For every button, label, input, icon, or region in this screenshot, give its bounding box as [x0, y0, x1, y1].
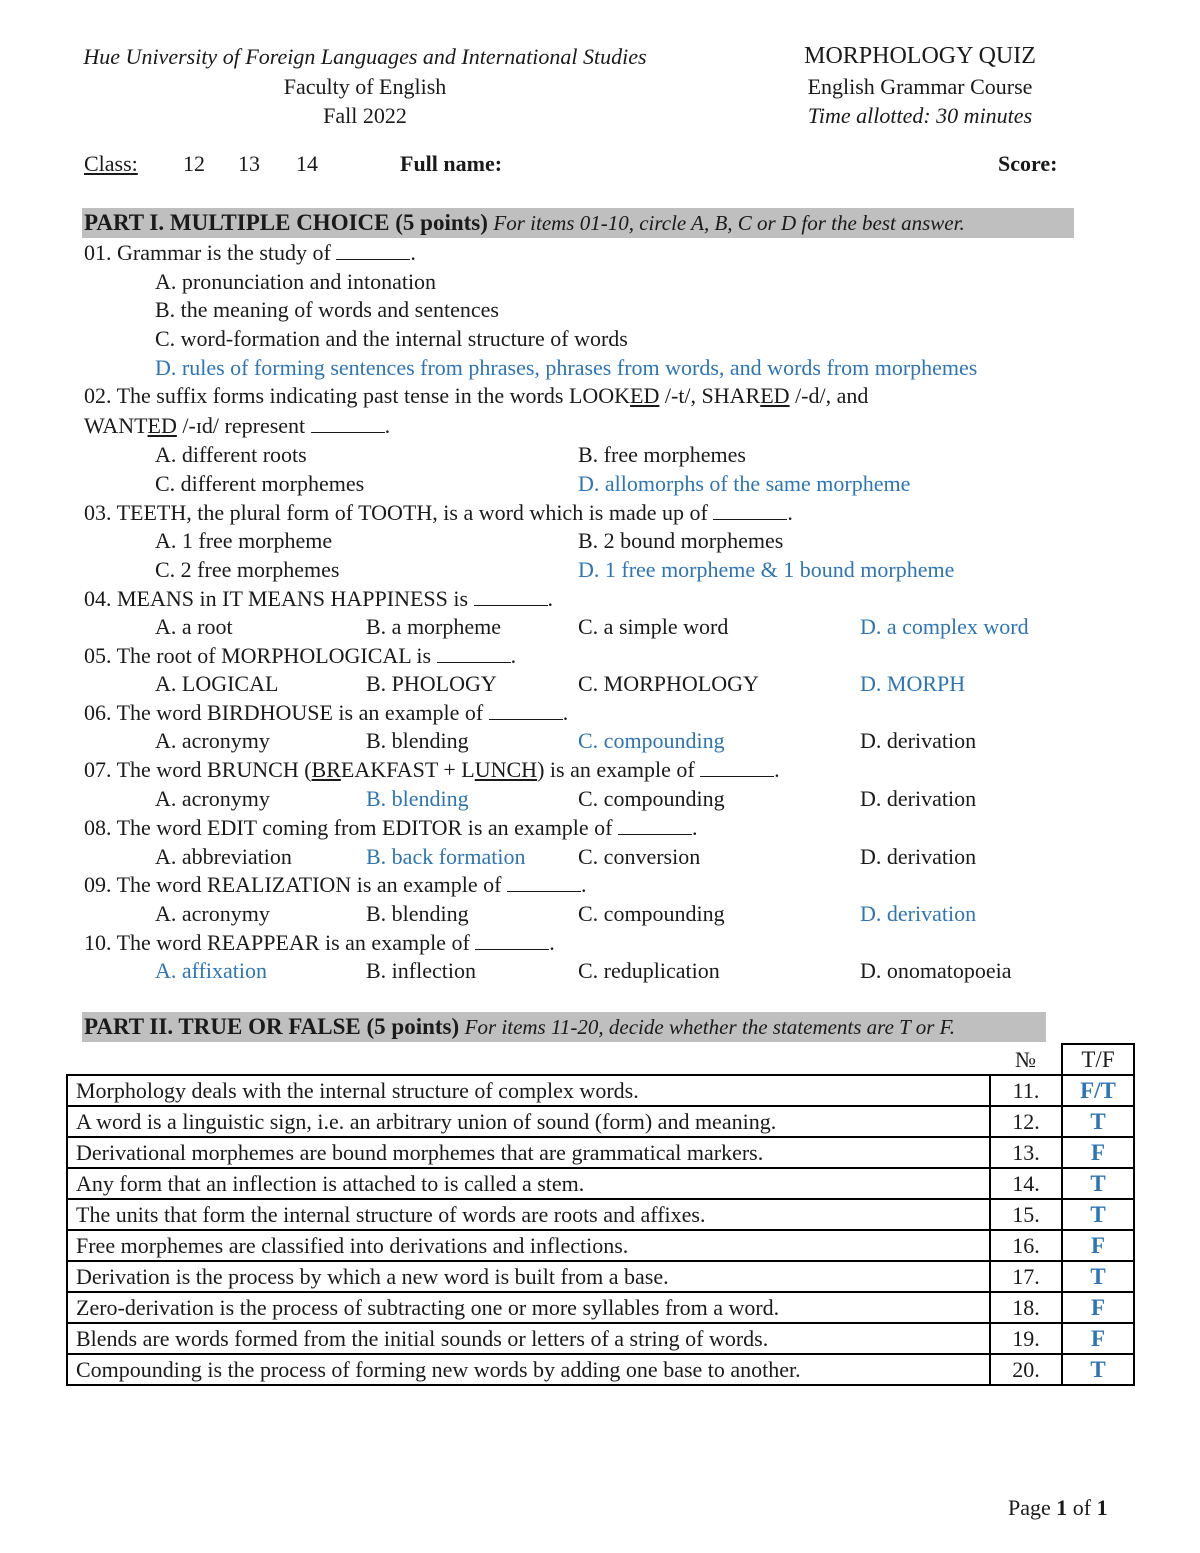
- question-stem: 01. Grammar is the study of: [84, 240, 331, 265]
- answer-blank: [700, 758, 774, 777]
- statement: A word is a linguistic sign, i.e. an arbitrary union of sound (form) and meaning.: [67, 1106, 990, 1137]
- table-header-row: [67, 1044, 1134, 1075]
- question-end: .: [549, 930, 555, 955]
- option-c[interactable]: C. conversion: [578, 844, 701, 869]
- option-b[interactable]: B. inflection: [366, 958, 476, 983]
- class-label: Class:: [84, 151, 138, 176]
- item-number: 20.: [990, 1354, 1062, 1385]
- tf-answer[interactable]: T: [1062, 1354, 1134, 1385]
- tf-answer[interactable]: F: [1062, 1137, 1134, 1168]
- option-a[interactable]: A. acronymy: [155, 728, 270, 753]
- tf-answer[interactable]: F/T: [1062, 1075, 1134, 1106]
- question-02: [84, 382, 868, 410]
- item-number: 19.: [990, 1323, 1062, 1354]
- item-number: 17.: [990, 1261, 1062, 1292]
- question-stem: 08. The word EDIT coming from EDITOR is an example of: [84, 815, 613, 840]
- option-d-correct[interactable]: D. rules of forming sentences from phrases, phrases from words, and words from morphemes: [155, 355, 978, 380]
- option-b[interactable]: B. blending: [366, 728, 469, 753]
- option-b[interactable]: B. 2 bound morphemes: [578, 528, 784, 553]
- option-c[interactable]: C. a simple word: [578, 614, 729, 639]
- answer-blank: [311, 414, 385, 433]
- question-05: [84, 642, 516, 670]
- class-option-12[interactable]: 12: [183, 151, 205, 176]
- course-name: English Grammar Course: [807, 74, 1033, 99]
- question-01: [84, 239, 416, 267]
- column-header-number: №: [1015, 1046, 1036, 1072]
- option-c[interactable]: C. reduplication: [578, 958, 720, 983]
- blend-part: UNCH: [474, 757, 538, 782]
- question-stem: 07. The word BRUNCH (: [84, 757, 312, 782]
- statement: The units that form the internal structure of words are roots and affixes.: [67, 1199, 990, 1230]
- option-c[interactable]: C. different morphemes: [155, 471, 365, 496]
- option-c-correct[interactable]: C. compounding: [578, 728, 725, 753]
- question-stem: 05. The root of MORPHOLOGICAL is: [84, 643, 432, 668]
- score-label: Score:: [998, 151, 1058, 176]
- statement: Free morphemes are classified into derivations and inflections.: [67, 1230, 990, 1261]
- answer-blank: [437, 644, 511, 663]
- question-stem: 04. MEANS in IT MEANS HAPPINESS is: [84, 586, 469, 611]
- question-end: .: [562, 700, 569, 725]
- option-d-correct[interactable]: D. MORPH: [860, 671, 966, 696]
- header-spacer: [67, 1044, 990, 1075]
- table-row: [67, 1137, 1134, 1168]
- part1-title: PART I. MULTIPLE CHOICE (5 points): [84, 210, 488, 235]
- item-number: 13.: [990, 1137, 1062, 1168]
- option-b[interactable]: B. a morpheme: [366, 614, 502, 639]
- part2-header: [82, 1012, 1046, 1042]
- question-stem: /-d/, and: [789, 383, 869, 408]
- table-row: [67, 1292, 1134, 1323]
- statement: Compounding is the process of forming new words by adding one base to another.: [67, 1354, 990, 1385]
- option-c[interactable]: C. compounding: [578, 786, 725, 811]
- option-b-correct[interactable]: B. blending: [366, 786, 469, 811]
- page-number: [1008, 1495, 1108, 1521]
- answer-blank: [474, 587, 548, 606]
- table-row: [67, 1354, 1134, 1385]
- question-end: .: [547, 586, 554, 611]
- question-stem: ) is an example of: [537, 757, 695, 782]
- table-row: [67, 1106, 1134, 1137]
- faculty-name: Faculty of English: [283, 74, 447, 99]
- university-name: Hue University of Foreign Languages and International Studies: [83, 44, 647, 69]
- question-stem: /-t/, SHAR: [659, 383, 761, 408]
- table-row: [67, 1075, 1134, 1106]
- current-page: 1: [1056, 1495, 1068, 1520]
- item-number: 18.: [990, 1292, 1062, 1323]
- option-a[interactable]: A. acronymy: [155, 786, 270, 811]
- question-end: .: [692, 815, 698, 840]
- option-a[interactable]: A. pronunciation and intonation: [155, 269, 437, 294]
- item-number: 12.: [990, 1106, 1062, 1137]
- tf-answer[interactable]: F: [1062, 1230, 1134, 1261]
- question-end: .: [581, 872, 587, 897]
- item-number: 14.: [990, 1168, 1062, 1199]
- full-name-label: Full name:: [400, 151, 503, 176]
- option-d[interactable]: D. onomatopoeia: [860, 958, 1012, 983]
- option-d-correct[interactable]: D. derivation: [860, 901, 977, 926]
- part2-title: PART II. TRUE OR FALSE (5 points): [84, 1014, 460, 1039]
- statement: Derivational morphemes are bound morphemes that are grammatical markers.: [67, 1137, 990, 1168]
- tf-answer[interactable]: T: [1062, 1168, 1134, 1199]
- part1-header: [82, 208, 1074, 238]
- option-b[interactable]: B. PHOLOGY: [366, 671, 497, 696]
- item-number: 11.: [990, 1075, 1062, 1106]
- question-10: [84, 929, 555, 957]
- term: Fall 2022: [323, 103, 407, 128]
- option-c[interactable]: C. word-formation and the internal structure of words: [155, 326, 628, 351]
- question-stem: WANT: [84, 413, 148, 438]
- statement: Derivation is the process by which a new word is built from a base.: [67, 1261, 990, 1292]
- option-a-correct[interactable]: A. affixation: [155, 958, 268, 983]
- answer-blank: [489, 701, 563, 720]
- option-d-correct[interactable]: D. allomorphs of the same morpheme: [578, 471, 911, 496]
- question-end: .: [410, 240, 416, 265]
- option-a[interactable]: A. acronymy: [155, 901, 270, 926]
- suffix-ed: ED: [630, 383, 660, 408]
- question-09: [84, 871, 587, 899]
- question-02-line2: [84, 412, 390, 440]
- option-d-correct[interactable]: D. a complex word: [860, 614, 1029, 639]
- question-stem: 09. The word REALIZATION is an example of: [84, 872, 502, 897]
- part2-instruction: For items 11-20, decide whether the statements are T or F.: [464, 1015, 955, 1039]
- question-04: [84, 585, 553, 613]
- class-option-14[interactable]: 14: [296, 151, 318, 176]
- question-stem: /-ɪd/ represent: [176, 413, 306, 438]
- question-stem: 02. The suffix forms indicating past tense in the words LOOK: [84, 383, 631, 408]
- suffix-ed: ED: [760, 383, 790, 408]
- option-a[interactable]: A. 1 free morpheme: [155, 528, 333, 553]
- tf-answer[interactable]: T: [1062, 1199, 1134, 1230]
- question-stem: 06. The word BIRDHOUSE is an example of: [84, 700, 484, 725]
- of-label: of: [1072, 1495, 1092, 1520]
- option-c[interactable]: C. compounding: [578, 901, 725, 926]
- page-label: Page: [1008, 1495, 1051, 1520]
- question-03: [84, 499, 793, 527]
- answer-blank: [713, 501, 787, 520]
- question-end: .: [510, 643, 517, 668]
- statement: Morphology deals with the internal structure of complex words.: [67, 1075, 990, 1106]
- column-header-tf: T/F: [1062, 1044, 1134, 1075]
- option-b[interactable]: B. the meaning of words and sentences: [155, 297, 499, 322]
- item-number: 16.: [990, 1230, 1062, 1261]
- option-c[interactable]: C. MORPHOLOGY: [578, 671, 759, 696]
- class-option-13[interactable]: 13: [238, 151, 260, 176]
- true-false-table: [66, 1043, 1135, 1386]
- question-07: [84, 756, 780, 784]
- statement: Blends are words formed from the initial sounds or letters of a string of words.: [67, 1323, 990, 1354]
- table-row: [67, 1199, 1134, 1230]
- answer-blank: [618, 816, 692, 835]
- tf-answer[interactable]: F: [1062, 1323, 1134, 1354]
- suffix-ed: ED: [147, 413, 177, 438]
- statement: Zero-derivation is the process of subtracting one or more syllables from a word.: [67, 1292, 990, 1323]
- option-d[interactable]: D. derivation: [860, 786, 977, 811]
- option-c[interactable]: C. 2 free morphemes: [155, 557, 340, 582]
- option-a[interactable]: A. LOGICAL: [155, 671, 279, 696]
- answer-blank: [336, 241, 410, 260]
- statement: Any form that an inflection is attached to is called a stem.: [67, 1168, 990, 1199]
- tf-answer[interactable]: F: [1062, 1292, 1134, 1323]
- tf-answer[interactable]: T: [1062, 1106, 1134, 1137]
- time-allotted: Time allotted: 30 minutes: [807, 103, 1033, 128]
- question-stem: EAKFAST + L: [340, 757, 475, 782]
- option-a[interactable]: A. different roots: [155, 442, 307, 467]
- option-a[interactable]: A. a root: [155, 614, 233, 639]
- option-d[interactable]: D. derivation: [860, 728, 977, 753]
- question-stem: 03. TEETH, the plural form of TOOTH, is a word which is made up of: [84, 500, 708, 525]
- option-a[interactable]: A. abbreviation: [155, 844, 292, 869]
- option-b[interactable]: B. blending: [366, 901, 469, 926]
- part1-instruction: For items 01-10, circle A, B, C or D for the best answer.: [493, 211, 965, 235]
- option-d-correct[interactable]: D. 1 free morpheme & 1 bound morpheme: [578, 557, 955, 582]
- total-pages: 1: [1096, 1495, 1108, 1520]
- question-end: .: [384, 413, 391, 438]
- answer-blank: [475, 931, 549, 950]
- question-end: .: [774, 757, 780, 782]
- quiz-title: MORPHOLOGY QUIZ: [804, 43, 1036, 69]
- table-row: [67, 1168, 1134, 1199]
- option-b[interactable]: B. free morphemes: [578, 442, 746, 467]
- blend-part: BR: [311, 757, 341, 782]
- question-06: [84, 699, 568, 727]
- table-row: [67, 1323, 1134, 1354]
- answer-blank: [507, 873, 581, 892]
- table-row: [67, 1230, 1134, 1261]
- question-08: [84, 814, 698, 842]
- table-row: [67, 1261, 1134, 1292]
- item-number: 15.: [990, 1199, 1062, 1230]
- tf-answer[interactable]: T: [1062, 1261, 1134, 1292]
- question-stem: 10. The word REAPPEAR is an example of: [84, 930, 470, 955]
- option-d[interactable]: D. derivation: [860, 844, 977, 869]
- option-b-correct[interactable]: B. back formation: [366, 844, 526, 869]
- question-end: .: [787, 500, 793, 525]
